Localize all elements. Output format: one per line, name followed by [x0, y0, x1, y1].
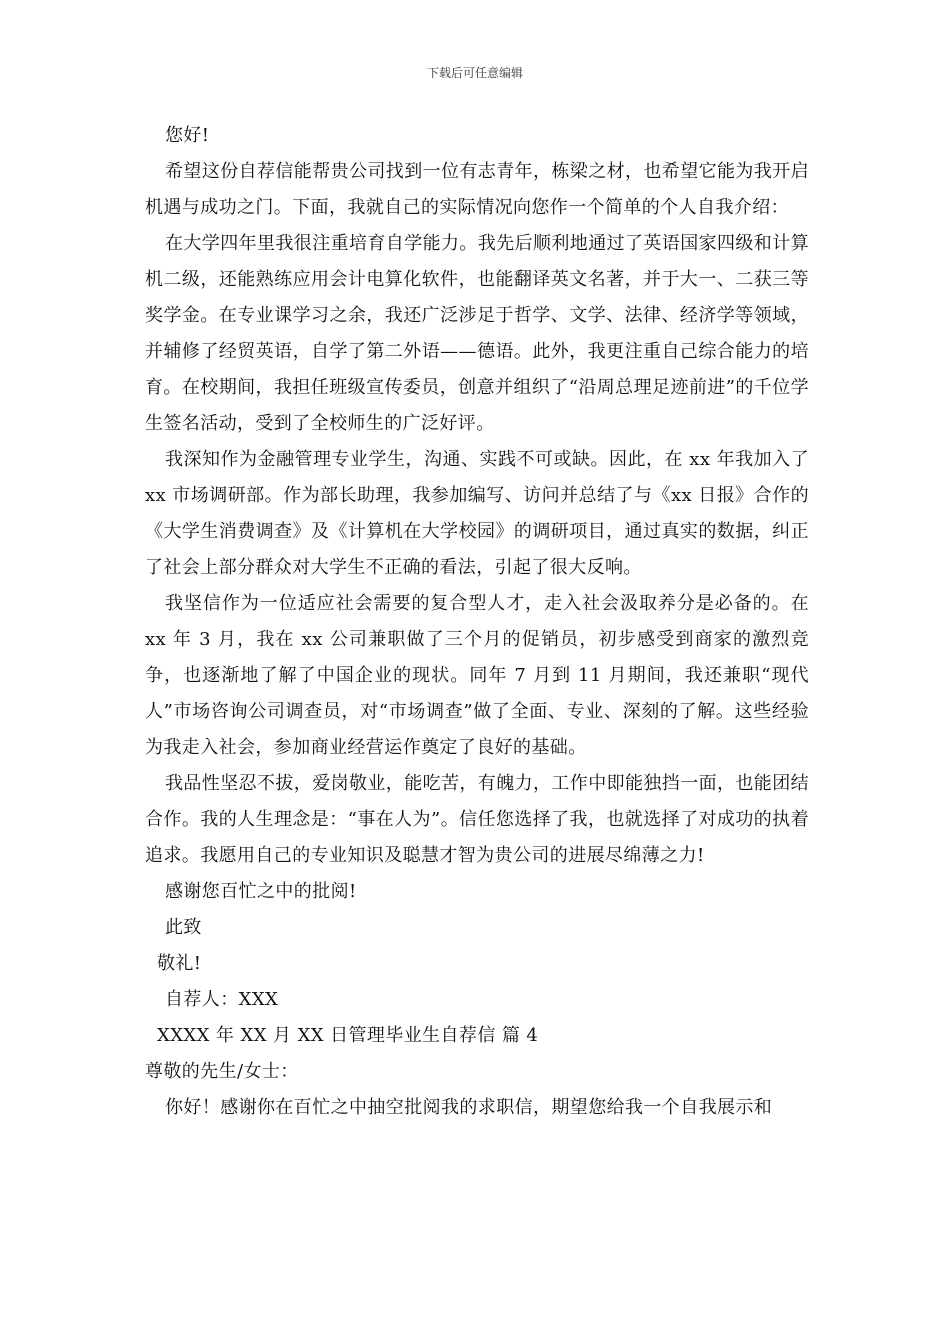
page-header: 下载后可任意编辑 [426, 66, 523, 80]
closing-line-1: 此致 [165, 917, 202, 938]
signature-line: 自荐人：XXX [165, 989, 279, 1010]
paragraph-practice: 我深知作为金融管理专业学生，沟通、实践不可或缺。因此，在 xx 年我加入了 xx 市场调研部。作为部长助理，我参加编写、访问并总结了与《xx 日报》合作的《大学生消费调查》及《计算机在大学校园》的调研项目，通过真实的数据，纠正了社会上部分群众对大学生不正确的看法，引起了很大反响。 [145, 449, 809, 578]
letter-body [145, 118, 809, 1126]
greeting: 您好! [165, 125, 210, 146]
closing-line-2: 敬礼! [157, 953, 202, 974]
date-title-line: XXXX 年 XX 月 XX 日管理毕业生自荐信 篇 4 [157, 1025, 539, 1046]
next-paragraph-start: 你好！感谢你在百忙之中抽空批阅我的求职信，期望您给我一个自我展示和 [165, 1097, 773, 1118]
paragraph-experience: 我坚信作为一位适应社会需要的复合型人才，走入社会汲取养分是必备的。在 xx 年 3 月，我在 xx 公司兼职做了三个月的促销员，初步感受到商家的激烈竞争，也逐渐地了解了中国企业的现状。同年 7 月到 11 月期间，我还兼职“现代人”市场咨询公司调查员，对“市场调查”做了全面、专业、深刻的了解。这些经验为我走入社会，参加商业经营运作奠定了良好的基础。 [145, 593, 809, 758]
paragraph-intro: 希望这份自荐信能帮贵公司找到一位有志青年，栋梁之材，也希望它能为我开启机遇与成功之门。下面，我就自己的实际情况向您作一个简单的个人自我介绍： [145, 161, 809, 218]
thanks-line: 感谢您百忙之中的批阅! [165, 881, 357, 902]
salutation-line: 尊敬的先生/女士： [145, 1061, 299, 1082]
paragraph-study: 在大学四年里我很注重培育自学能力。我先后顺利地通过了英语国家四级和计算机二级，还能熟练应用会计电算化软件，也能翻译英文名著，并于大一、二获三等奖学金。在专业课学习之余，我还广泛涉足于哲学、文学、法律、经济学等领域，并辅修了经贸英语，自学了第二外语——德语。此外，我更注重自己综合能力的培育。在校期间，我担任班级宣传委员，创意并组织了“沿周总理足迹前进”的千位学生签名活动，受到了全校师生的广泛好评。 [145, 233, 809, 434]
paragraph-character: 我品性坚忍不拔，爱岗敬业，能吃苦，有魄力，工作中即能独挡一面，也能团结合作。我的人生理念是：“事在人为”。信任您选择了我，也就选择了对成功的执着追求。我愿用自己的专业知识及聪慧才智为贵公司的进展尽绵薄之力! [145, 773, 809, 866]
